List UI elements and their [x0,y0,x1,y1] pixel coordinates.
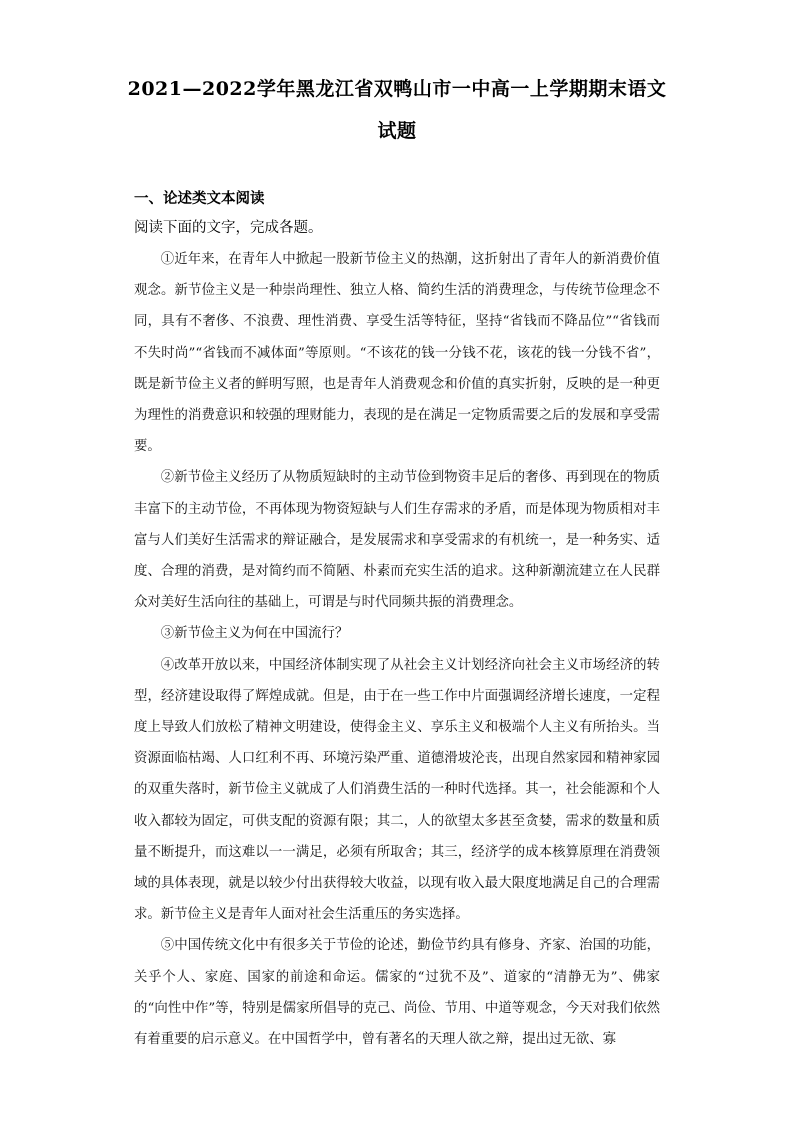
article-body [134,244,660,1055]
document-title-line-2: 试题 [377,120,417,142]
section-heading: 一、论述类文本阅读 [134,191,265,207]
paragraph-3: ③新节俭主义为何在中国流行？ [160,626,349,642]
paragraph-2: ②新节俭主义经历了从物质短缺时的主动节俭到物资丰足后的奢侈、再到现在的物质丰富下的主动节俭，不再体现为物资短缺与人们生存需求的矛盾，而是体现为物质相对丰富与人们美好生活需求的辩证融合，是发展需求和享受需求的有机统一，是一种务实、适度、合理的消费，是对简约而不简陋、朴素而充实生活的追求。这种新潮流建立在人民群众对美好生活向往的基础上，可谓是与时代同频共振的消费理念。 [134,470,660,611]
reading-instruction: 阅读下面的文字，完成各题。 [134,220,323,236]
paragraph-5: ⑤中国传统文化中有很多关于节俭的论述，勤俭节约具有修身、齐家、治国的功能，关乎个人、家庭、国家的前途和命运。儒家的“过犹不及”、道家的“清静无为”、佛家的“向性中作”等，特别是儒家所倡导的克己、尚俭、节用、中道等观念，今天对我们依然有着重要的启示意义。在中国哲学中，曾有著名的天理人欲之辩，提出过无欲、寡 [134,938,660,1048]
paragraph-1: ①近年来，在青年人中掀起一股新节俭主义的热潮，这折射出了青年人的新消费价值观念。新节俭主义是一种崇尚理性、独立人格、简约生活的消费理念，与传统节俭理念不同，具有不奢侈、不浪费、理性消费、享受生活等特征，坚持“省钱而不降品位”“省钱而不失时尚”“省钱而不减体面”等原则。“不该花的钱一分钱不花，该花的钱一分钱不省”，既是新节俭主义者的鲜明写照，也是青年人消费观念和价值的真实折射，反映的是一种更为理性的消费意识和较强的理财能力，表现的是在满足一定物质需要之后的发展和享受需要。 [134,252,660,455]
document-title-line-1: 2021—2022学年黑龙江省双鸭山市一中高一上学期期末语文 [127,78,667,100]
paragraph-4: ④改革开放以来，中国经济体制实现了从社会主义计划经济向社会主义市场经济的转型，经济建设取得了辉煌成就。但是，由于在一些工作中片面强调经济增长速度，一定程度上导致人们放松了精神文明建设，使得金主义、享乐主义和极端个人主义有所抬头。当资源面临枯竭、人口红利不再、环境污染严重、道德滑坡沦丧，出现自然家园和精神家园的双重失落时，新节俭主义就成了人们消费生活的一种时代选择。其一，社会能源和个人收入都较为固定，可供支配的资源有限；其二，人的欲望太多甚至贪婪，需求的数量和质量不断提升，而这难以一一满足，必须有所取舍；其三，经济学的成本核算原理在消费领域的具体表现，就是以较少付出获得较大收益，以现有收入最大限度地满足自己的合理需求。新节俭主义是青年人面对社会生活重压的务实选择。 [134,657,660,923]
